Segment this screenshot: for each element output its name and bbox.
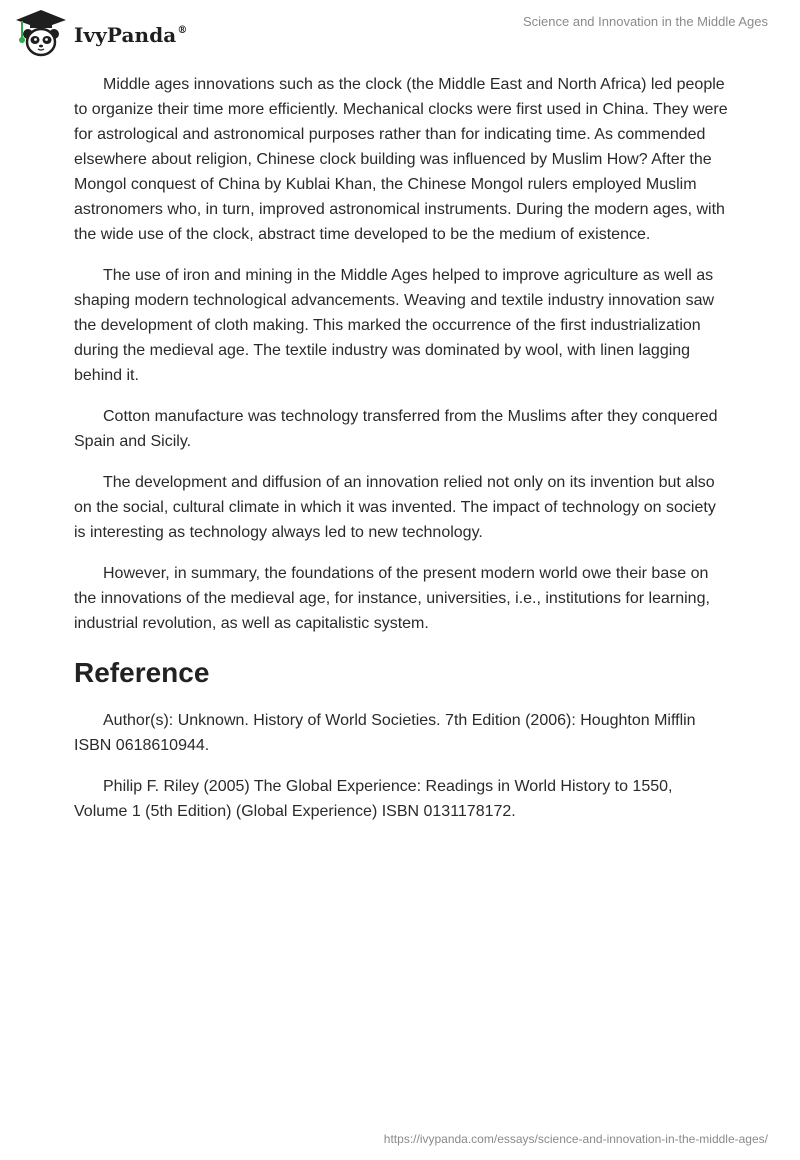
brand-name: IvyPanda® bbox=[74, 23, 188, 47]
running-title: Science and Innovation in the Middle Ages bbox=[522, 14, 768, 29]
reference-item: Author(s): Unknown. History of World Societies. 7th Edition (2006): Houghton Mifflin ISBN 0618610944. bbox=[74, 712, 696, 754]
body-paragraph: Cotton manufacture was technology transferred from the Muslims after they conquered Spain and Sicily. bbox=[74, 408, 718, 450]
essay-content bbox=[74, 72, 729, 840]
brand-logo[interactable] bbox=[14, 8, 187, 58]
body-paragraph: Middle ages innovations such as the clock (the Middle East and North Africa) led people to organize their time more efficiently. Mechanical clocks were first used in China. They were for astrological and astronomical purposes rather than for indicating time. As commended elsewhere about religion, Chinese clock building was influenced by Muslim How? After the Mongol conquest of China by Kublai Khan, the Chinese Mongol rulers employed Muslim astronomers who, in turn, improved astronomical instruments. During the modern ages, with the wide use of the clock, abstract time developed to be the medium of existence. bbox=[74, 76, 728, 243]
registered-mark: ® bbox=[177, 25, 188, 36]
reference-heading: Reference bbox=[74, 657, 210, 688]
source-url[interactable]: https://ivypanda.com/essays/science-and-innovation-in-the-middle-ages/ bbox=[383, 1132, 768, 1146]
reference-item: Philip F. Riley (2005) The Global Experience: Readings in World History to 1550, Volume 1 (5th Edition) (Global Experience) ISBN 0131178172. bbox=[74, 778, 673, 820]
body-paragraph: The development and diffusion of an innovation relied not only on its invention but also on the social, cultural climate in which it was invented. The impact of technology on society is interesting as technology always led to new technology. bbox=[74, 474, 716, 541]
panda-graduate-icon bbox=[14, 8, 68, 58]
body-paragraph: However, in summary, the foundations of the present modern world owe their base on the innovations of the medieval age, for instance, universities, i.e., institutions for learning, industrial revolution, as well as capitalistic system. bbox=[74, 565, 710, 632]
body-paragraph: The use of iron and mining in the Middle Ages helped to improve agriculture as well as shaping modern technological advancements. Weaving and textile industry innovation saw the development of cloth making. This marked the occurrence of the first industrialization during the medieval age. The textile industry was dominated by wool, with linen lagging behind it. bbox=[74, 267, 715, 384]
